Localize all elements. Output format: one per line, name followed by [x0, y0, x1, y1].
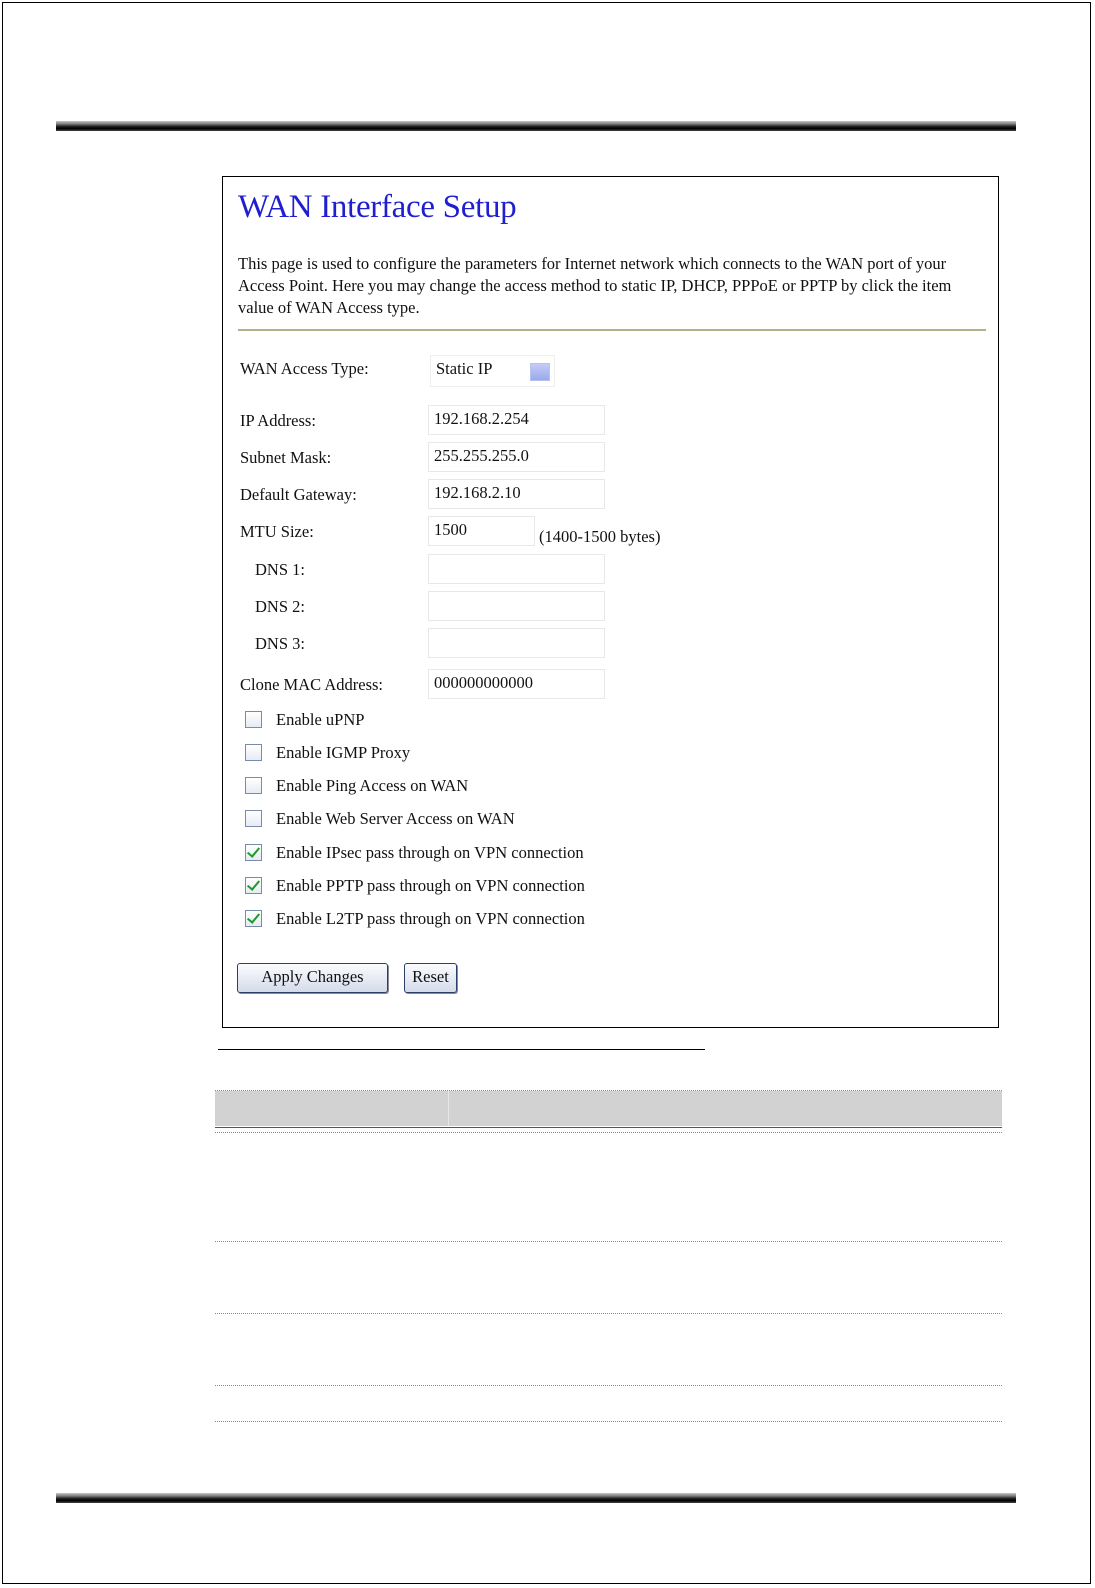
wan-setup-screenshot — [222, 176, 999, 1028]
dns2-label: DNS 2: — [255, 597, 305, 616]
checkbox-l2tp-passthrough[interactable] — [245, 910, 262, 927]
ip-address-label: IP Address: — [240, 411, 316, 430]
table-header — [215, 1091, 1002, 1126]
checkbox-web-server-access[interactable] — [245, 810, 262, 827]
dropdown-arrow-icon[interactable] — [530, 363, 550, 381]
footer-rule — [56, 1493, 1016, 1503]
wan-access-type-select[interactable] — [430, 355, 555, 387]
mtu-size-label: MTU Size: — [240, 522, 314, 541]
dns3-input[interactable] — [428, 628, 605, 658]
header-rule — [56, 121, 1016, 131]
wan-access-type-value: Static IP — [436, 359, 493, 378]
dns3-label: DNS 3: — [255, 634, 305, 653]
apply-changes-button[interactable]: Apply Changes — [237, 963, 388, 993]
table-row-border — [215, 1313, 1002, 1314]
checkbox-l2tp-passthrough-label: Enable L2TP pass through on VPN connection — [276, 909, 585, 928]
default-gateway-input[interactable]: 192.168.2.10 — [428, 479, 605, 509]
reset-button[interactable]: Reset — [404, 963, 457, 993]
checkbox-web-server-access-label: Enable Web Server Access on WAN — [276, 809, 515, 828]
table-row-border — [215, 1132, 1002, 1133]
dns2-input[interactable] — [428, 591, 605, 621]
checkbox-igmp-proxy[interactable] — [245, 744, 262, 761]
subnet-mask-input[interactable]: 255.255.255.0 — [428, 442, 605, 472]
checkbox-ping-access[interactable] — [245, 777, 262, 794]
checkbox-ipsec-passthrough[interactable] — [245, 844, 262, 861]
ip-address-input[interactable]: 192.168.2.254 — [428, 405, 605, 435]
table-header-divider — [448, 1091, 449, 1126]
page-title: WAN Interface Setup — [238, 189, 517, 225]
separator — [238, 329, 986, 331]
dns1-input[interactable] — [428, 554, 605, 584]
checkbox-ping-access-label: Enable Ping Access on WAN — [276, 776, 469, 795]
checkbox-ipsec-passthrough-label: Enable IPsec pass through on VPN connection — [276, 843, 584, 862]
checkbox-igmp-proxy-label: Enable IGMP Proxy — [276, 743, 411, 762]
table-row-border — [215, 1241, 1002, 1242]
clone-mac-label: Clone MAC Address: — [240, 675, 384, 694]
mtu-size-input[interactable]: 1500 — [428, 516, 535, 546]
dns1-label: DNS 1: — [255, 560, 305, 579]
subnet-mask-label: Subnet Mask: — [240, 448, 332, 467]
table-header-bottom-rule — [215, 1127, 1002, 1128]
clone-mac-input[interactable]: 000000000000 — [428, 669, 605, 699]
wan-access-type-label: WAN Access Type: — [240, 359, 369, 378]
checkbox-pptp-passthrough-label: Enable PPTP pass through on VPN connection — [276, 876, 585, 895]
table-row-border — [215, 1385, 1002, 1386]
mtu-size-hint: (1400-1500 bytes) — [539, 527, 661, 546]
checkbox-pptp-passthrough[interactable] — [245, 877, 262, 894]
table-row-border — [215, 1421, 1002, 1422]
caption-underline — [218, 1049, 705, 1050]
checkbox-upnp-label: Enable uPNP — [276, 710, 365, 729]
page-description: This page is used to configure the parameters for Internet network which connects to the WAN port of your Access Point. Here you may change the access method to static IP, DHCP, PPPoE or PPTP by click the item value of WAN Access type. — [238, 254, 952, 317]
default-gateway-label: Default Gateway: — [240, 485, 357, 504]
checkbox-upnp[interactable] — [245, 711, 262, 728]
